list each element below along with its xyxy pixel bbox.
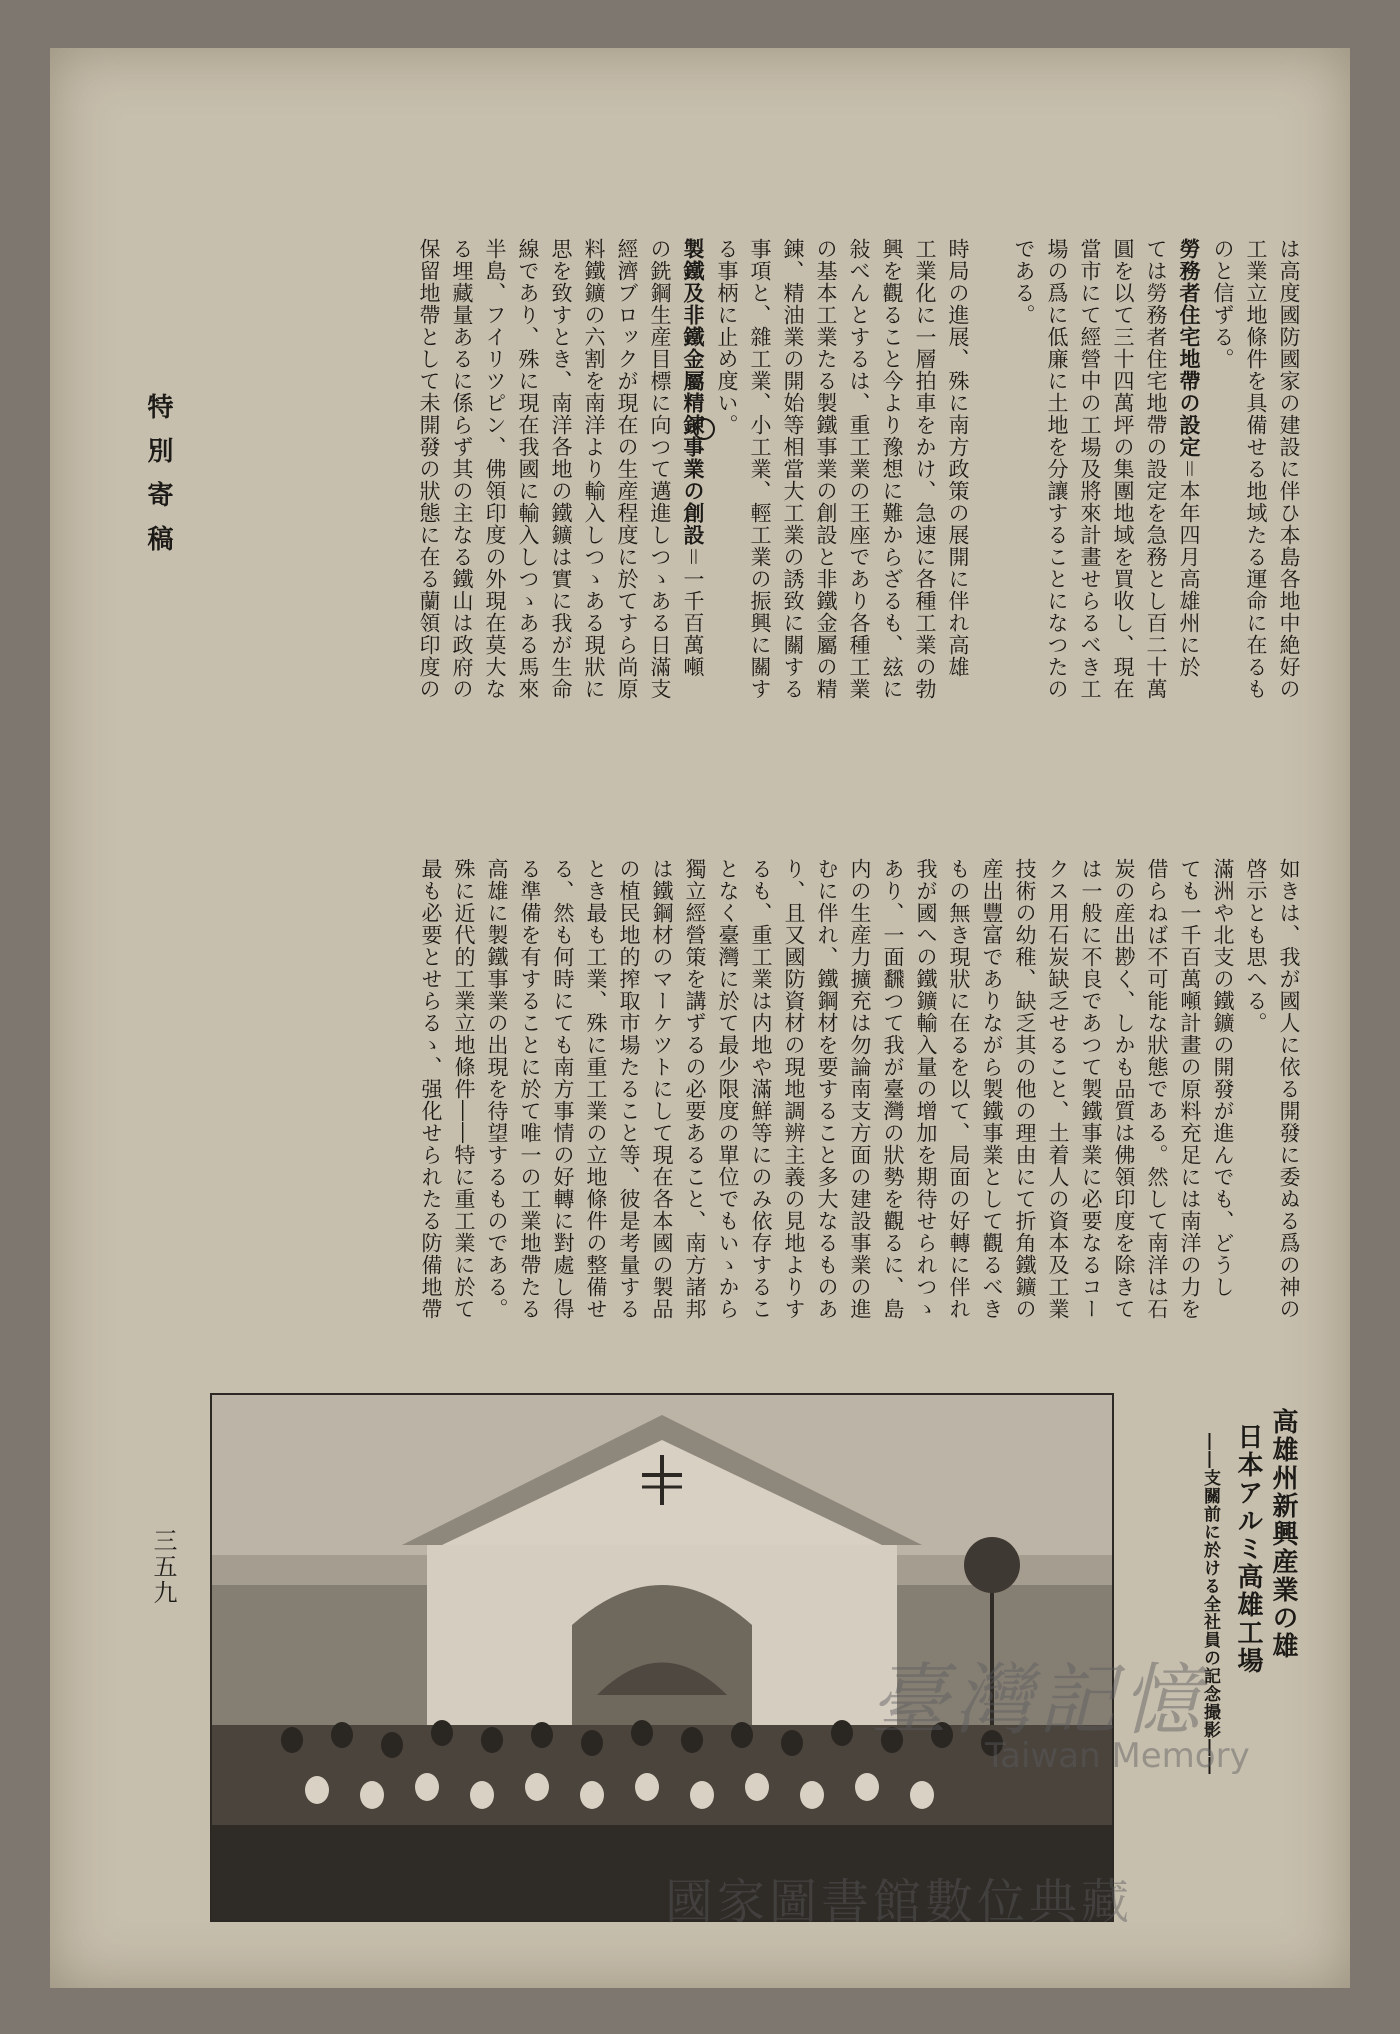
text-column: る準備を有することに於て唯一の工業地帶たる xyxy=(518,858,542,1320)
text-column: 勞務者住宅地帶の設定＝本年四月高雄州に於 xyxy=(1177,238,1202,678)
subheading: 勞務者住宅地帶の設定 xyxy=(1177,238,1202,458)
caption-subtitle: 日本アルミ高雄工場 xyxy=(1233,1423,1263,1675)
text-column: 當市にて經營中の工場及將來計畫せらるべき工 xyxy=(1078,238,1102,700)
watermark-english: Taiwan Memory xyxy=(985,1736,1250,1776)
text-column xyxy=(974,238,1007,818)
text-column: 場の爲に低廉に土地を分讓することになつたの xyxy=(1045,238,1069,700)
text-column: である。 xyxy=(1012,238,1036,326)
text-column: 高雄に製鐵事業の出現を待望するものである。 xyxy=(485,858,509,1320)
text-column: 錬、精油業の開始等相當大工業の誘致に關する xyxy=(781,238,805,700)
page-number: 三五九 xyxy=(149,1528,177,1606)
upper-right-text xyxy=(295,238,1305,818)
text-column: 内の生産力擴充は勿論南支方面の建設事業の進 xyxy=(848,858,872,1320)
text-column: 保留地帶として未開發の狀態に在る蘭領印度の xyxy=(417,238,441,700)
text-column: 殊に近代的工業立地條件――特に重工業に於て xyxy=(452,858,476,1320)
subheading: 製鐵及非鐵金屬精錬事業の創設 xyxy=(681,238,706,546)
text-column: るも、重工業は内地や滿鮮等にのみ依存するこ xyxy=(749,858,773,1320)
text-column: 啓示とも思へる。 xyxy=(1244,858,1268,1034)
text-column: あり、一面飜つて我が臺灣の狀勢を觀るに、島 xyxy=(881,858,905,1320)
watermark-brand: 臺灣記憶 xyxy=(870,1656,1207,1746)
text-column: となく臺灣に於て最少限度の單位でもいゝから xyxy=(716,858,740,1320)
text-column: クス用石炭缺乏せること、土着人の資本及工業 xyxy=(1046,858,1070,1320)
text-column: 産出豐富でありながら製鐵事業として觀るべき xyxy=(980,858,1004,1320)
text-column: 圓を以て三十四萬坪の集團地域を買收し、現在 xyxy=(1111,238,1135,700)
text-column: 工業化に一層拍車をかけ、急速に各種工業の勃 xyxy=(913,238,937,700)
text-column: ては勞務者住宅地帶の設定を急務とし百二十萬 xyxy=(1144,238,1168,700)
text-column: 半島、フイリツピン、佛領印度の外現在莫大な xyxy=(483,238,507,700)
text-column: 線であり、殊に現在我國に輸入しつゝある馬來 xyxy=(516,238,540,700)
text-column: る埋藏量あるに係らず其の主なる鐵山は政府の xyxy=(450,238,474,700)
lower-right-text xyxy=(295,858,1305,1328)
text-column: は一般に不良であつて製鐵事業に必要なるコー xyxy=(1079,858,1103,1320)
text-column: 製鐵及非鐵金屬精錬事業の創設＝一千百萬噸 xyxy=(681,238,706,678)
text-column: は鐵鋼材のマーケツトにして現在各本國の製品 xyxy=(650,858,674,1320)
text-column: 最も必要とせらるゝ、强化せられたる防備地帶 xyxy=(419,858,443,1320)
text-column: の植民地的搾取市場たること等、彼是考量する xyxy=(617,858,641,1320)
caption-note: ――支關前に於ける全社員の記念撮影―― xyxy=(1200,1433,1220,1775)
text-column: 炭の産出尠く、しかも品質は佛領印度を除きて xyxy=(1112,858,1136,1320)
text-column: り、且又國防資材の現地調辨主義の見地よりす xyxy=(782,858,806,1320)
watermark-library: 國家圖書館數位典藏 xyxy=(665,1874,1134,1930)
text-column: 滿洲や北支の鐵鑛の開發が進んでも、どうし xyxy=(1211,858,1235,1298)
text-column: 技術の幼稚、缺乏其の他の理由にて折角鐵鑛の xyxy=(1013,858,1037,1320)
text-column: 敍べんとするは、重工業の王座であり各種工業 xyxy=(847,238,871,700)
text-column: とき最も工業、殊に重工業の立地條件の整備せ xyxy=(584,858,608,1320)
section-divider-circle xyxy=(693,418,715,440)
document-page xyxy=(50,48,1350,1988)
text-column: 借らねば不可能な狀態である。然して南洋は石 xyxy=(1145,858,1169,1320)
text-column: 經濟ブロックが現在の生産程度に於てすら尚原 xyxy=(615,238,639,700)
text-column: のと信ずる。 xyxy=(1211,238,1235,370)
text-column: る事柄に止め度い。 xyxy=(715,238,739,436)
text-column: 我が國への鐵鑛輸入量の增加を期待せられつゝ xyxy=(914,858,938,1320)
text-column: 如きは、我が國人に依る開發に委ぬる爲の神の xyxy=(1277,858,1301,1320)
text-column: 工業立地條件を具備せる地域たる運命に在るも xyxy=(1244,238,1268,700)
text-column: ても一千百萬噸計畫の原料充足には南洋の力を xyxy=(1178,858,1202,1320)
text-column: むに伴れ、鐵鋼材を要すること多大なるものあ xyxy=(815,858,839,1320)
text-column: は高度國防國家の建設に伴ひ本島各地中絶好の xyxy=(1277,238,1301,700)
text-column: 事項と、雜工業、小工業、輕工業の振興に關す xyxy=(748,238,772,700)
text-column: 思を致すとき、南洋各地の鐵鑛は實に我が生命 xyxy=(549,238,573,700)
text-column: 獨立經營策を講ずるの必要あること、南方諸邦 xyxy=(683,858,707,1320)
text-column: 時局の進展、殊に南方政策の展開に伴れ高雄 xyxy=(946,238,970,678)
text-column: の銑鋼生産目標に向つて邁進しつゝある日滿支 xyxy=(648,238,672,700)
text-column: 興を觀ること今より豫想に難からざるも、玆に xyxy=(880,238,904,700)
text-column: の基本工業たる製鐵事業の創設と非鐵金屬の精 xyxy=(814,238,838,700)
text-column: 料鐵鑛の六割を南洋より輸入しつゝある現狀に xyxy=(582,238,606,700)
text-column: る、然も何時にても南方事情の好轉に對處し得 xyxy=(551,858,575,1320)
section-label: 特別寄稿 xyxy=(143,393,173,569)
text-column: もの無き現狀に在るを以て、局面の好轉に伴れ xyxy=(947,858,971,1320)
caption-title: 高雄州新興産業の雄 xyxy=(1268,1408,1298,1660)
